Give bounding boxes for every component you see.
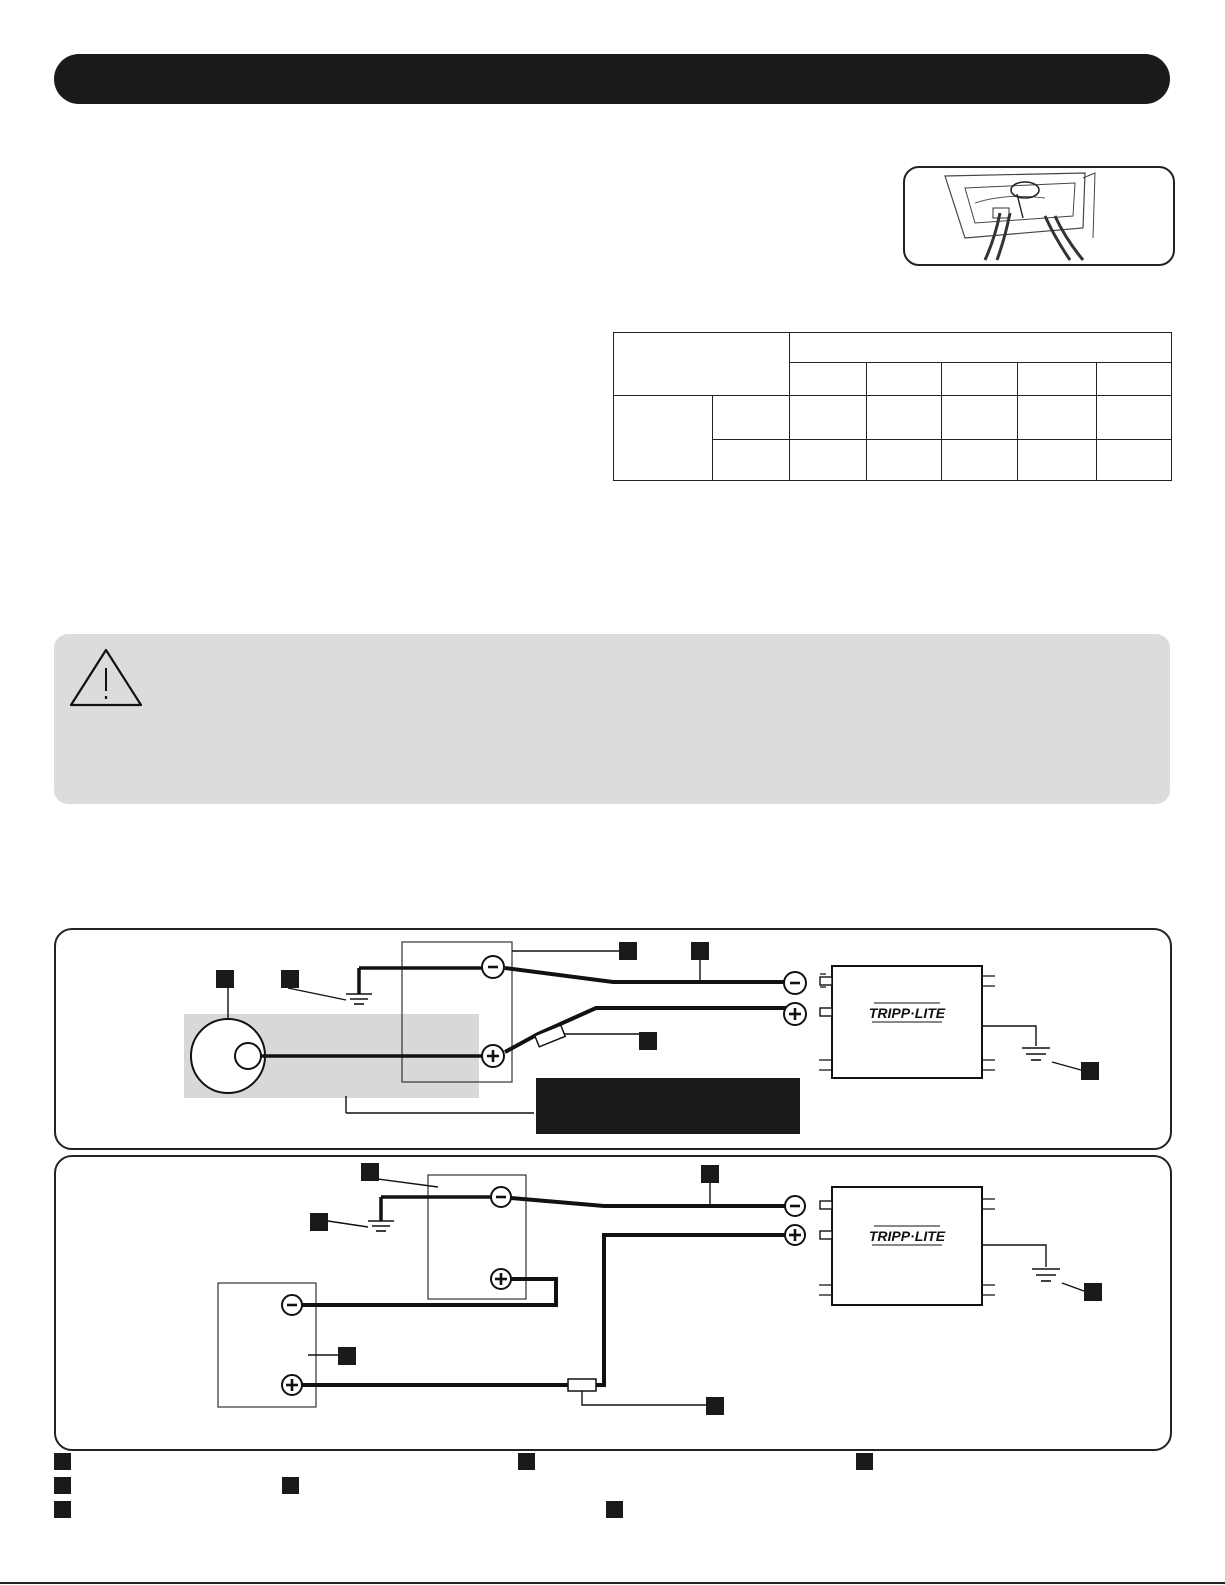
callout-marker [1084,1283,1102,1301]
positive-terminal-icon [491,1269,511,1289]
legend-marker [54,1501,71,1518]
callout-marker [281,970,299,988]
table-cell [867,396,942,440]
table-cell [789,396,866,440]
callout-marker [310,1213,328,1231]
callout-marker [1081,1062,1099,1080]
table-cell [1096,396,1171,440]
warning-box [54,634,1170,804]
warning-triangle-icon [68,646,144,708]
table-cell [1017,440,1096,481]
legend-marker [606,1501,623,1518]
legend-marker [518,1453,535,1470]
table-header-cell [1017,363,1096,396]
negative-cable [505,968,794,982]
table-header-cell [1096,363,1171,396]
tripp-lite-logo: TRIPP·LITE [868,1005,946,1021]
terminal-connection-photo [903,166,1175,266]
section-header-bar [54,54,1170,104]
table-header-cell [942,363,1017,396]
callout-marker [706,1397,724,1415]
table-cell [789,440,866,481]
table-header-cell [867,363,942,396]
table-cell [942,440,1017,481]
callout-marker [691,942,709,960]
callout-marker [361,1163,379,1181]
positive-terminal-icon [785,1225,805,1245]
negative-terminal-icon [785,1196,805,1216]
terminal-photo-illustration [905,168,1173,264]
callout-marker [338,1347,356,1365]
battery-link-cable [292,1279,556,1305]
wiring-diagram-1 [54,928,1172,1150]
legend-marker [856,1453,873,1470]
positive-terminal-icon [282,1375,302,1395]
table-header-cell [789,363,866,396]
wiring-diagram-2 [54,1155,1172,1451]
note-callout-box [536,1078,800,1134]
negative-cable [511,1198,794,1206]
table-cell [942,396,1017,440]
legend-marker [282,1477,299,1494]
wiring-diagram-2-drawing [56,1157,1170,1449]
inverter-unit [832,1187,982,1305]
table-row-header [614,396,713,481]
ground-symbol-icon [1022,1048,1050,1060]
ground-symbol-icon [368,1221,394,1231]
cable-gauge-table [613,332,1172,481]
tripp-lite-logo: TRIPP·LITE [868,1228,946,1244]
table-cell [867,440,942,481]
table-cell [1096,440,1171,481]
callout-marker [701,1165,719,1183]
alternator-terminal [235,1043,261,1069]
ground-symbol-icon [346,994,372,1004]
callout-marker [639,1032,657,1050]
legend-marker [54,1477,71,1494]
callout-marker [216,970,234,988]
table-header-corner [614,333,790,396]
inline-fuse [568,1379,596,1391]
negative-terminal-icon [784,972,806,994]
table-subrow-header [712,396,789,440]
ground-symbol-icon [1032,1269,1060,1281]
table-subrow-header [712,440,789,481]
callout-marker [619,942,637,960]
table-cell [1017,396,1096,440]
page-bottom-rule [0,1582,1225,1584]
legend-marker [54,1453,71,1470]
positive-terminal-icon [784,1003,806,1025]
positive-terminal-icon [482,1045,504,1067]
table-header-group [789,333,1171,363]
negative-terminal-icon [491,1187,511,1207]
negative-terminal-icon [282,1295,302,1315]
positive-cable [596,1235,794,1385]
wiring-diagram-1-drawing [56,930,1170,1148]
negative-terminal-icon [482,956,504,978]
